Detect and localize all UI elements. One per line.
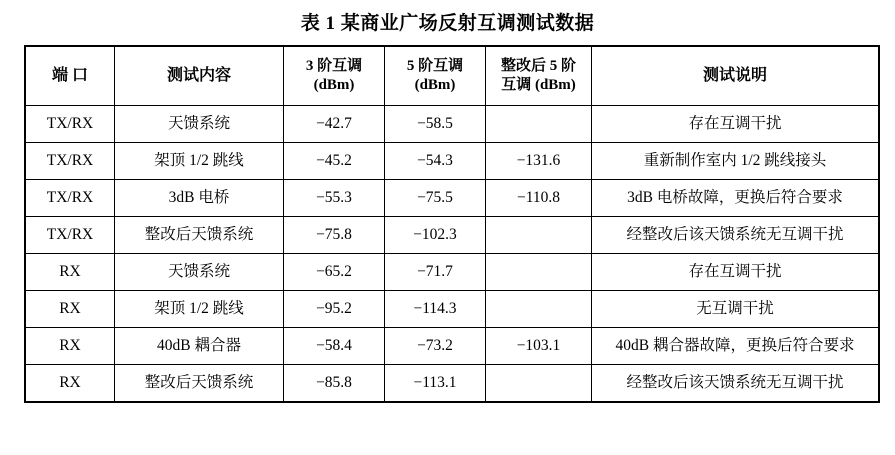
- cell-im3: −85.8: [284, 365, 385, 403]
- cell-content: 天馈系统: [115, 106, 284, 143]
- cell-port: TX/RX: [25, 180, 115, 217]
- page-title: 表 1 某商业广场反射互调测试数据: [300, 13, 595, 34]
- column-header-im5-line1: 5 阶互调: [406, 58, 464, 75]
- table-row: [25, 217, 879, 254]
- table-header-row: [25, 46, 879, 106]
- column-header-im5: [385, 46, 486, 106]
- column-header-im3: [284, 46, 385, 106]
- cell-im5-rectified: −110.8: [486, 180, 592, 217]
- cell-im5: −75.5: [385, 180, 486, 217]
- cell-im5: −71.7: [385, 254, 486, 291]
- measurement-table: [24, 45, 880, 403]
- cell-content: 整改后天馈系统: [115, 365, 284, 403]
- cell-content: 架顶 1/2 跳线: [115, 291, 284, 328]
- cell-im5: −58.5: [385, 106, 486, 143]
- cell-im5-rectified: [486, 291, 592, 328]
- cell-im3: −65.2: [284, 254, 385, 291]
- table-body: [25, 106, 879, 403]
- cell-im5: −113.1: [385, 365, 486, 403]
- column-header-im5-rectified-line2: 互调 (dBm): [501, 77, 576, 93]
- cell-im5: −102.3: [385, 217, 486, 254]
- cell-im5-rectified: [486, 254, 592, 291]
- cell-im3: −58.4: [284, 328, 385, 365]
- cell-content: 架顶 1/2 跳线: [115, 143, 284, 180]
- column-header-im3-line2: (dBm): [313, 77, 355, 93]
- cell-im5: −114.3: [385, 291, 486, 328]
- column-header-port: 端 口: [25, 46, 115, 106]
- table-row: [25, 328, 879, 365]
- table-header: [25, 46, 879, 106]
- table-row: [25, 143, 879, 180]
- cell-description: 经整改后该天馈系统无互调干扰: [592, 365, 880, 403]
- cell-port: TX/RX: [25, 106, 115, 143]
- cell-port: RX: [25, 291, 115, 328]
- cell-description: 存在互调干扰: [592, 254, 880, 291]
- table-row: [25, 291, 879, 328]
- cell-port: RX: [25, 254, 115, 291]
- cell-description: 3dB 电桥故障，更换后符合要求: [592, 180, 880, 217]
- cell-port: TX/RX: [25, 217, 115, 254]
- cell-im3: −75.8: [284, 217, 385, 254]
- cell-description: 经整改后该天馈系统无互调干扰: [592, 217, 880, 254]
- cell-description: 存在互调干扰: [592, 106, 880, 143]
- cell-content: 3dB 电桥: [115, 180, 284, 217]
- table-container: [0, 45, 895, 403]
- cell-im5: −73.2: [385, 328, 486, 365]
- cell-im5-rectified: [486, 365, 592, 403]
- cell-im5-rectified: −103.1: [486, 328, 592, 365]
- column-header-description: 测试说明: [592, 46, 880, 106]
- cell-description: 40dB 耦合器故障，更换后符合要求: [592, 328, 880, 365]
- cell-im5: −54.3: [385, 143, 486, 180]
- cell-port: RX: [25, 365, 115, 403]
- cell-content: 40dB 耦合器: [115, 328, 284, 365]
- table-row: [25, 365, 879, 403]
- cell-im3: −95.2: [284, 291, 385, 328]
- table-row: [25, 254, 879, 291]
- cell-content: 天馈系统: [115, 254, 284, 291]
- column-header-im5-line2: (dBm): [414, 77, 456, 93]
- column-header-im5-rectified: [486, 46, 592, 106]
- cell-description: 无互调干扰: [592, 291, 880, 328]
- table-row: [25, 180, 879, 217]
- table-row: [25, 106, 879, 143]
- column-header-im5-rectified-line1: 整改后 5 阶: [500, 58, 576, 75]
- cell-im5-rectified: [486, 217, 592, 254]
- cell-im3: −42.7: [284, 106, 385, 143]
- cell-im5-rectified: −131.6: [486, 143, 592, 180]
- cell-content: 整改后天馈系统: [115, 217, 284, 254]
- cell-port: TX/RX: [25, 143, 115, 180]
- cell-im5-rectified: [486, 106, 592, 143]
- cell-im3: −45.2: [284, 143, 385, 180]
- cell-description: 重新制作室内 1/2 跳线接头: [592, 143, 880, 180]
- column-header-content: 测试内容: [115, 46, 284, 106]
- cell-im3: −55.3: [284, 180, 385, 217]
- column-header-im3-line1: 3 阶互调: [305, 58, 363, 75]
- cell-port: RX: [25, 328, 115, 365]
